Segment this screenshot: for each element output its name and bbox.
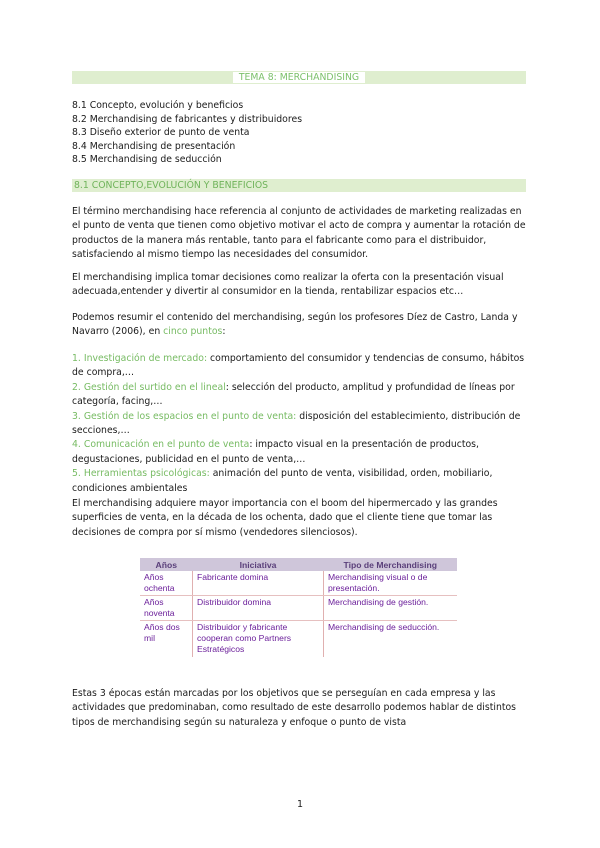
summary-colon: :: [222, 326, 226, 338]
table-header-row: [140, 558, 457, 571]
document-title: TEMA 8: MERCHANDISING: [233, 72, 365, 83]
point-text: comportamiento del consumidor y tendencias de consumo, hábitos de compra,…: [72, 353, 525, 379]
point-text: animación del punto de venta, visibilidad, orden, mobiliario, condiciones ambientales: [72, 468, 493, 494]
table-cell: Merchandising visual o de presentación.: [324, 571, 458, 596]
table-cell: Merchandising de seducción.: [328, 622, 440, 632]
point-text: : impacto visual en la presentación de productos, degustaciones, publicidad en el punto de venta,…: [72, 439, 479, 465]
list-item: [72, 467, 532, 496]
toc-item: 8.5 Merchandising de seducción: [72, 154, 222, 165]
paragraph-definition: El término merchandising hace referencia al conjunto de actividades de marketing realizadas en el punto de venta que tienen como objetivo motivar el acto de compra y aumentar la rotación de productos de la manera más rentable, tanto para el fabricante como para el distribuidor, satisfaciendo al mismo tiempo las necesidades del consumidor.: [72, 206, 526, 261]
point-label: 2. Gestión del surtido en el lineal: [72, 381, 226, 393]
table-cell: Distribuidor domina: [193, 596, 324, 621]
table-row: [140, 571, 457, 596]
column-header: Iniciativa: [193, 558, 324, 571]
page-number: 1: [296, 799, 304, 810]
list-item: [72, 410, 532, 439]
list-item: [72, 352, 532, 381]
paragraph-summary: [72, 311, 528, 340]
table-row: [140, 596, 457, 621]
title-bar-label: [72, 71, 526, 84]
toc-item: 8.2 Merchandising de fabricantes y distribuidores: [72, 113, 303, 125]
table-of-contents: [72, 99, 302, 167]
point-label: 3. Gestión de los espacios en el punto de venta:: [72, 410, 297, 422]
point-label: 5. Herramientas psicológicas:: [72, 468, 210, 480]
point-label: 4. Comunicación en el punto de venta: [72, 439, 250, 451]
table-cell: Años ochenta: [140, 571, 193, 596]
section-heading: 8.1 CONCEPTO,EVOLUCIÓN Y BENEFICIOS: [72, 179, 526, 192]
table-cell: Años noventa: [140, 596, 193, 621]
column-header: Tipo de Merchandising: [324, 558, 458, 571]
paragraph-boom: El merchandising adquiere mayor importancia con el boom del hipermercado y las grandes superficies de venta, en la década de los ochenta, dado que el cliente tiene que tomar las decisiones de compra por sí mismo (vendedores silenciosos).: [72, 498, 498, 538]
cinco-puntos-link: cinco puntos: [163, 326, 223, 338]
paragraph-decisions: El merchandising implica tomar decisiones como realizar la oferta con la presentación visual adecuada,entender y divertir al consumidor en la tienda, rentabilizar espacios etc…: [72, 272, 504, 298]
point-label: 1. Investigación de mercado:: [72, 353, 208, 364]
table-cell: Distribuidor y fabricante cooperan como Partners Estratégicos: [193, 621, 324, 658]
toc-item: 8.4 Merchandising de presentación: [72, 140, 236, 152]
column-header: Años: [140, 558, 193, 571]
list-item: [72, 381, 532, 410]
table-cell: Fabricante domina: [193, 571, 324, 596]
point-text: disposición del establecimiento, distribución de secciones,…: [72, 410, 521, 437]
table-cell: Años dos mil: [140, 621, 193, 658]
paragraph-epochs: Estas 3 épocas están marcadas por los objetivos que se perseguían en cada empresa y las actividades que predominaban, como resultado de este desarrollo podemos hablar de distintos tipos de merchandising según su naturaleza y enfoque o punto de vista: [72, 688, 517, 728]
table-cell: Merchandising de gestión.: [324, 596, 458, 621]
points-list: [72, 352, 532, 496]
list-item: [72, 438, 532, 467]
toc-item: 8.3 Diseño exterior de punto de venta: [72, 127, 250, 138]
merchandising-table: [140, 558, 457, 657]
toc-item: 8.1 Concepto, evolución y beneficios: [72, 100, 244, 111]
summary-text: Podemos resumir el contenido del merchandising, según los profesores Díez de Castro, Landa y Navarro (2006), en: [72, 312, 518, 338]
table-row: [140, 621, 457, 658]
point-text: : selección del producto, amplitud y profundidad de líneas por categoría, facing,…: [72, 381, 515, 408]
